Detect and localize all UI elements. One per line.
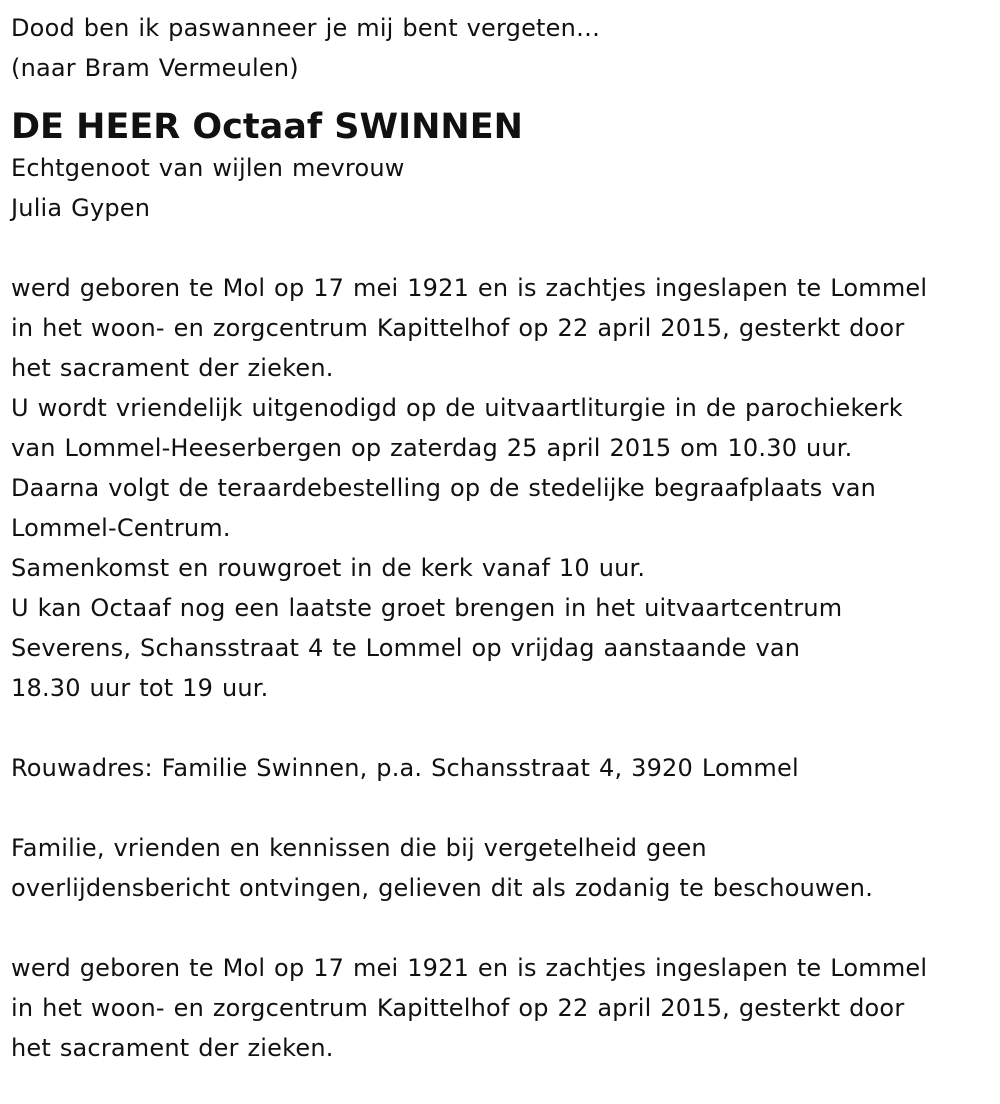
- obituary-document: [11, 8, 996, 1068]
- repeated-line: werd geboren te Mol op 17 mei 1921 en is zachtjes ingeslapen te Lommel: [11, 954, 928, 982]
- repeated-paragraph: [11, 948, 996, 1068]
- repeated-line: in het woon- en zorgcentrum Kapittelhof op 22 april 2015, gesterkt door: [11, 994, 905, 1022]
- spacer: [11, 788, 996, 828]
- spacer: [11, 908, 996, 948]
- deceased-name: DE HEER Octaaf SWINNEN: [11, 107, 523, 147]
- relation-spouse: Julia Gypen: [11, 194, 151, 222]
- relation-block: [11, 148, 996, 228]
- announcement-line: werd geboren te Mol op 17 mei 1921 en is zachtjes ingeslapen te Lommel: [11, 274, 928, 302]
- spacer: [11, 708, 996, 748]
- quote-attribution: (naar Bram Vermeulen): [11, 54, 299, 82]
- relation-line: Echtgenoot van wijlen mevrouw: [11, 154, 405, 182]
- notice-line: overlijdensbericht ontvingen, gelieven dit als zodanig te beschouwen.: [11, 874, 874, 902]
- announcement-line: U wordt vriendelijk uitgenodigd op de uitvaartliturgie in de parochiekerk: [11, 394, 903, 422]
- quote-line: Dood ben ik paswanneer je mij bent vergeten…: [11, 14, 601, 42]
- notice-paragraph: [11, 828, 996, 908]
- mourning-address: Rouwadres: Familie Swinnen, p.a. Schansstraat 4, 3920 Lommel: [11, 754, 799, 782]
- announcement-line: Daarna volgt de teraardebestelling op de stedelijke begraafplaats van: [11, 474, 877, 502]
- announcement-line: Lommel-Centrum.: [11, 514, 231, 542]
- notice-line: Familie, vrienden en kennissen die bij vergetelheid geen: [11, 834, 707, 862]
- announcement-line: 18.30 uur tot 19 uur.: [11, 674, 269, 702]
- quote-block: [11, 8, 996, 88]
- announcement-line: van Lommel-Heeserbergen op zaterdag 25 april 2015 om 10.30 uur.: [11, 434, 853, 462]
- announcement-line: het sacrament der zieken.: [11, 354, 334, 382]
- announcement-paragraph: [11, 268, 996, 708]
- announcement-line: U kan Octaaf nog een laatste groet brengen in het uitvaartcentrum: [11, 594, 843, 622]
- announcement-line: in het woon- en zorgcentrum Kapittelhof op 22 april 2015, gesterkt door: [11, 314, 905, 342]
- repeated-line: het sacrament der zieken.: [11, 1034, 334, 1062]
- spacer: [11, 228, 996, 268]
- announcement-line: Severens, Schansstraat 4 te Lommel op vrijdag aanstaande van: [11, 634, 801, 662]
- announcement-line: Samenkomst en rouwgroet in de kerk vanaf 10 uur.: [11, 554, 646, 582]
